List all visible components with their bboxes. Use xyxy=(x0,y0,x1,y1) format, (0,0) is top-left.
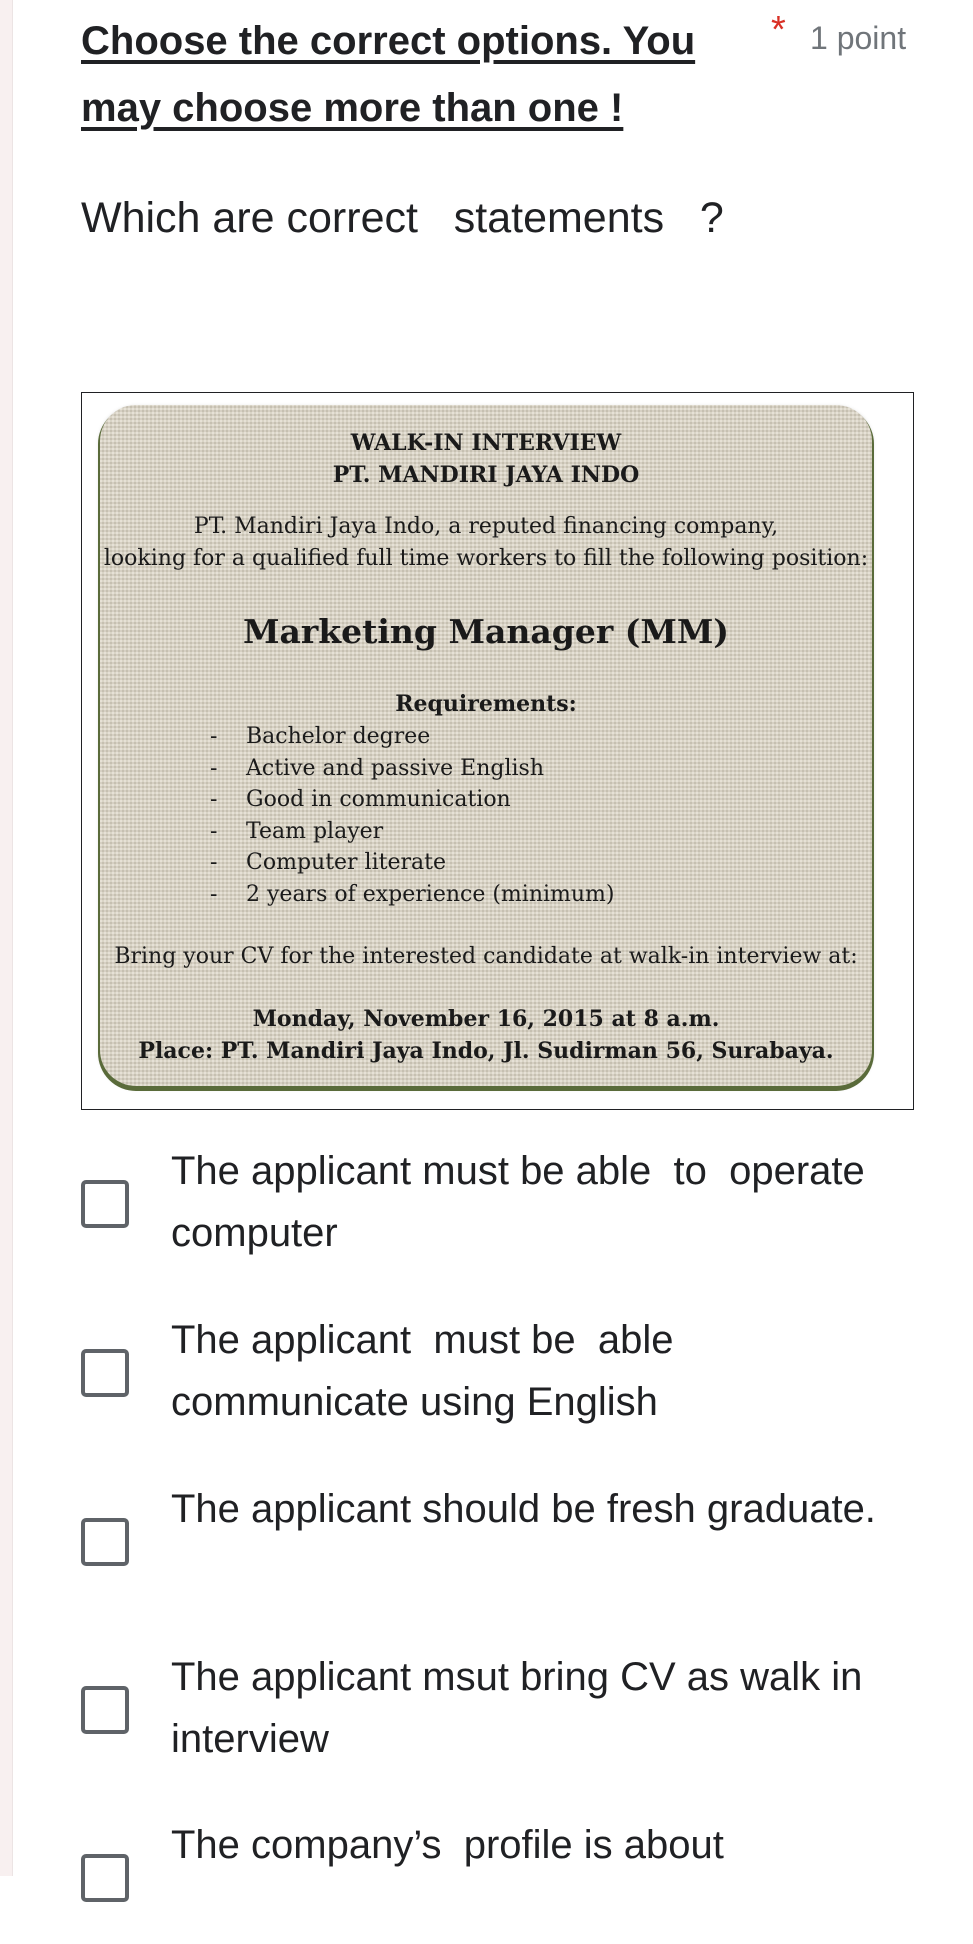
poster-intro-line1: PT. Mandiri Jaya Indo, a reputed financing company, xyxy=(193,514,779,539)
poster-intro xyxy=(100,511,872,575)
option-label: The applicant should be fresh graduate. xyxy=(171,1487,876,1531)
question-card xyxy=(81,0,914,1867)
option-label: The applicant must be able communicate using English xyxy=(171,1318,685,1424)
requirement-item: - Team player xyxy=(210,816,615,848)
poster-requirements-heading: Requirements: xyxy=(395,691,577,717)
poster-bring-cv: Bring your CV for the interested candidate at walk-in interview at: xyxy=(114,944,858,969)
poster-intro-line2: looking for a qualified full time workers to fill the following position: xyxy=(103,546,869,571)
option-label: The applicant msut bring CV as walk in interview xyxy=(171,1655,874,1761)
checkbox[interactable] xyxy=(81,1180,129,1228)
poster-title-line1: WALK-IN INTERVIEW xyxy=(350,430,622,456)
job-poster xyxy=(100,405,872,1086)
checkbox[interactable] xyxy=(81,1349,129,1397)
option-company-profile[interactable] xyxy=(81,1814,914,1944)
requirement-item: - Bachelor degree xyxy=(210,721,615,753)
option-label: The company’s profile is about xyxy=(171,1823,724,1867)
left-rail xyxy=(0,0,13,1876)
poster-schedule xyxy=(100,1003,872,1067)
option-label: The applicant must be able to operate computer xyxy=(171,1149,876,1255)
question-header xyxy=(81,0,914,130)
option-fresh-graduate[interactable] xyxy=(81,1478,914,1608)
poster-title-line2: PT. MANDIRI JAYA INDO xyxy=(332,462,640,488)
poster-date: Monday, November 16, 2015 at 8 a.m. xyxy=(252,1006,720,1032)
requirement-item: - Good in communication xyxy=(210,784,615,816)
poster-place: Place: PT. Mandiri Jaya Indo, Jl. Sudirman 56, Surabaya. xyxy=(138,1038,834,1064)
question-text: Which are correct statements ? xyxy=(81,194,724,242)
question-title-line2: may choose more than one ! xyxy=(81,86,624,130)
option-communicate-english[interactable] xyxy=(81,1309,914,1439)
question-title xyxy=(81,8,761,142)
option-operate-computer[interactable] xyxy=(81,1140,914,1270)
checkbox[interactable] xyxy=(81,1686,129,1734)
required-asterisk-icon: * xyxy=(771,9,786,51)
option-bring-cv[interactable] xyxy=(81,1646,914,1776)
question-image xyxy=(81,392,914,1110)
checkbox[interactable] xyxy=(81,1854,129,1902)
poster-title xyxy=(100,427,872,491)
poster-requirements-list xyxy=(210,721,615,910)
question-title-line1: Choose the correct options. You xyxy=(81,19,696,63)
requirement-item: - Computer literate xyxy=(210,847,615,879)
requirement-item: - Active and passive English xyxy=(210,753,615,785)
points-label: 1 point xyxy=(810,20,907,56)
requirement-item: - 2 years of experience (minimum) xyxy=(210,879,615,911)
poster-position: Marketing Manager (MM) xyxy=(242,612,729,651)
checkbox[interactable] xyxy=(81,1518,129,1566)
